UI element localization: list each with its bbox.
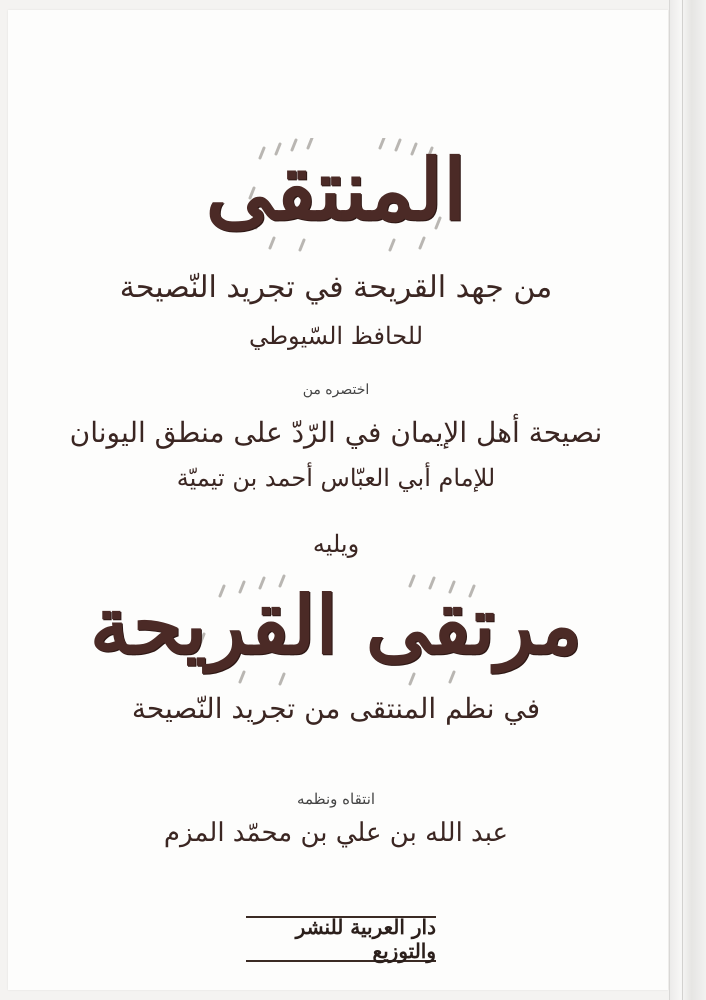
subtitle: من جهد القريحة في تجريد النّصيحة	[119, 270, 553, 305]
followed-by: ويليه	[312, 530, 360, 558]
second-subtitle: في نظم المنتقى من تجريد النّصيحة	[131, 692, 541, 725]
second-title: مرتقى القريحة	[89, 578, 583, 672]
source-author: للإمام أبي العبّاس أحمد بن تيميّة	[176, 464, 496, 492]
publisher-name: دار العربية للنشر والتوزيع	[295, 915, 436, 963]
compiled-label: انتقاه ونظمه	[296, 790, 376, 808]
compiler-name: عبد الله بن علي بن محمّد المزم	[163, 818, 509, 848]
abridged-from-label: اختصره من	[302, 382, 370, 398]
by-line: للحافظ السّيوطي	[248, 322, 424, 350]
source-title: نصيحة أهل الإيمان في الرّدّ على منطق اليونان	[69, 416, 603, 449]
page-edge	[669, 0, 706, 1000]
publisher-logo	[246, 916, 436, 962]
main-title: المنتقى	[205, 140, 467, 239]
